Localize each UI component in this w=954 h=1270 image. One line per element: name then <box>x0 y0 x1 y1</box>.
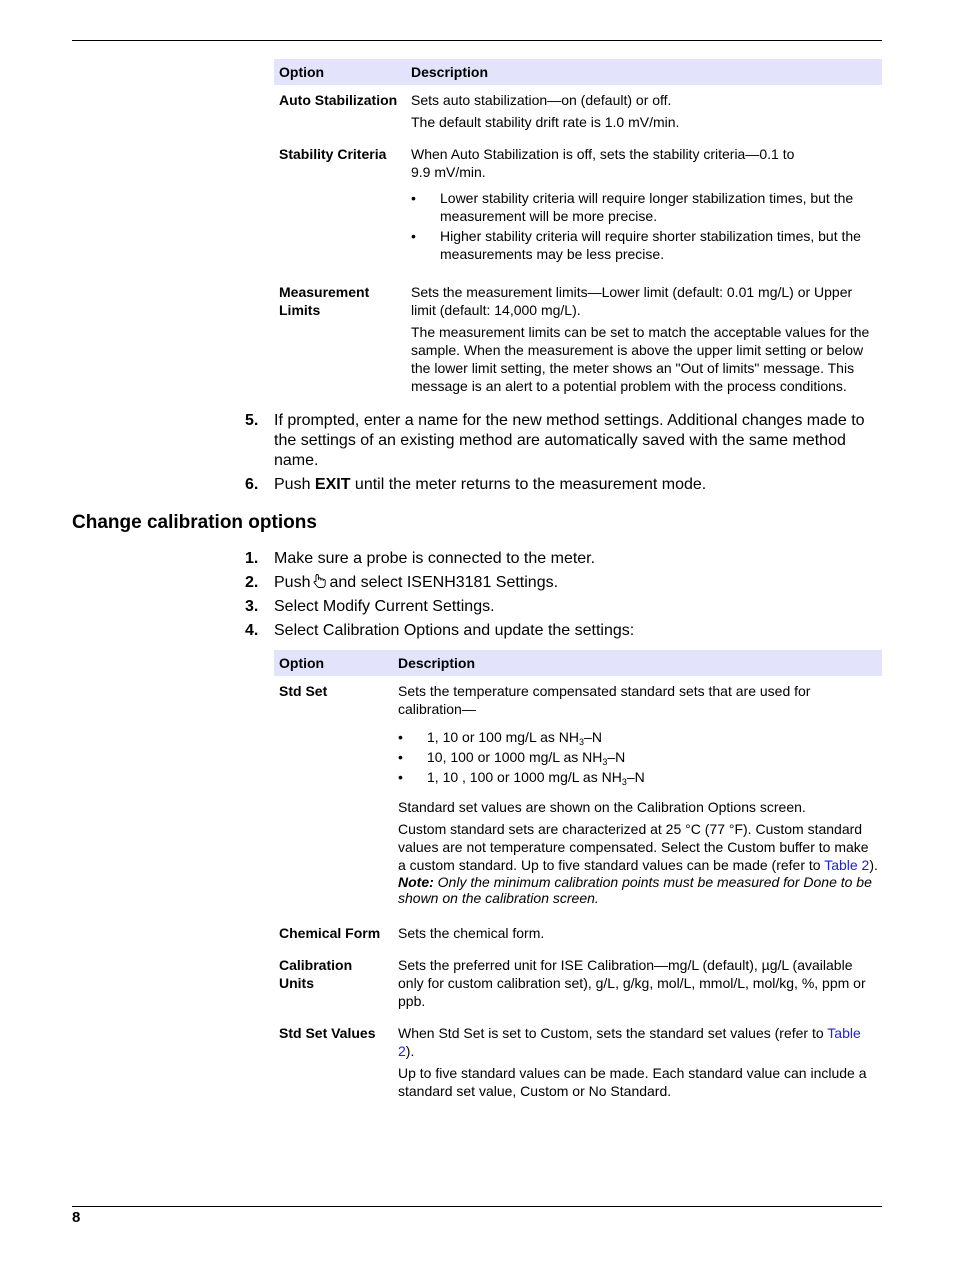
description-text: Standard set values are shown on the Calibration Options screen. <box>398 799 806 815</box>
step-text: Push EXIT until the meter returns to the measurement mode. <box>274 476 707 493</box>
step-text: Make sure a probe is connected to the meter. <box>274 550 596 567</box>
table-header <box>274 650 882 676</box>
step-number: 1. <box>245 550 259 567</box>
description-text: When Std Set is set to Custom, sets the standard set values (refer to Table 2). <box>398 1025 861 1059</box>
list-item <box>245 573 875 593</box>
option-name: Std Set Values <box>279 1025 376 1041</box>
table-row <box>274 139 882 277</box>
option-name: Stability Criteria <box>279 146 387 162</box>
exit-key-label: EXIT <box>314 476 351 493</box>
header-option: Option <box>279 655 325 671</box>
step-number: 3. <box>245 598 259 615</box>
option-description <box>398 676 882 918</box>
list-item <box>245 621 875 641</box>
procedure-steps <box>245 411 875 499</box>
list-item: • Higher stability criteria will require shorter stabilization times, but the measurements may be less precise. <box>411 228 861 262</box>
list-item: • 1, 10 or 100 mg/L as $NH_3-N$ <box>398 729 602 747</box>
table-row <box>274 85 882 139</box>
header-option: Option <box>279 64 325 80</box>
header-description: Description <box>411 64 489 80</box>
table-row <box>274 1018 882 1108</box>
description-text: Sets the preferred unit for ISE Calibration—mg/L (default), µg/L (available only for custom calibration set), g/L, g/kg, mol/L, mmol/L, mol/kg, %, ppm or ppb. <box>398 957 866 1009</box>
table-2-link[interactable]: Table 2 <box>398 1025 861 1059</box>
option-description <box>411 277 882 403</box>
list-item: • Lower stability criteria will require longer stabilization times, but the measurement will be more precise. <box>411 190 854 224</box>
option-name: Calibration Units <box>279 957 353 991</box>
table-row <box>274 676 882 918</box>
page-number: 8 <box>72 1209 81 1226</box>
description-text: When Auto Stabilization is off, sets the stability criteria—0.1 to 9.9 mV/min. <box>411 146 795 180</box>
hand-pointer-icon <box>313 573 327 589</box>
procedure-steps <box>245 549 875 645</box>
header-description: Description <box>398 655 476 671</box>
option-description <box>398 950 882 1018</box>
option-name: Chemical Form <box>279 925 381 941</box>
list-item: • 10, 100 or 1000 mg/L as $NH_3-N$ <box>398 749 626 767</box>
list-item <box>245 411 875 471</box>
option-name: Std Set <box>279 683 328 699</box>
bullet-list <box>411 189 878 263</box>
step-number: 2. <box>245 574 259 591</box>
option-description <box>398 918 882 950</box>
options-table <box>274 59 882 403</box>
table-row <box>274 950 882 1018</box>
step-text: Select Modify Current Settings. <box>274 598 495 615</box>
description-text: The default stability drift rate is 1.0 mV/min. <box>411 114 680 130</box>
bullet-list <box>398 728 878 786</box>
table-row <box>274 918 882 950</box>
footer-rule <box>72 1206 882 1207</box>
note-text: Note: Only the minimum calibration points must be measured for Done to be shown on the calibration screen. <box>398 874 872 906</box>
option-name: Auto Stabilization <box>279 92 398 108</box>
table-2-link[interactable]: Table 2 <box>824 857 870 873</box>
description-text: Sets auto stabilization—on (default) or off. <box>411 92 672 108</box>
description-text: The measurement limits can be set to match the acceptable values for the sample. When the measurement is above the upper limit setting or below the lower limit setting, the meter shows an "Out of limits" message. This message is an alert to a potential problem with the process conditions. <box>411 324 870 394</box>
step-text: Push and select ISENH3181 Settings. <box>274 574 559 591</box>
option-name: Measurement Limits <box>279 284 370 318</box>
step-text: Select Calibration Options and update the settings: <box>274 622 635 639</box>
step-number: 5. <box>245 412 259 429</box>
description-text: Custom standard sets are characterized at 25 °C (77 °F). Custom standard values are not temperature compensated. Select the Custom buffer to make a custom standard. Up to five standard values can be made (refer to Table 2). <box>398 821 878 873</box>
list-item <box>245 549 875 569</box>
description-text: Sets the chemical form. <box>398 925 545 941</box>
table-header <box>274 59 882 85</box>
description-text: Up to five standard values can be made. Each standard value can include a standard set value, Custom or No Standard. <box>398 1065 867 1099</box>
table-row <box>274 277 882 403</box>
option-description <box>398 1018 882 1108</box>
step-number: 4. <box>245 622 259 639</box>
step-number: 6. <box>245 476 259 493</box>
list-item: • 1, 10 , 100 or 1000 mg/L as $NH_3-N$ <box>398 769 645 787</box>
list-item <box>245 475 875 495</box>
header-rule <box>72 40 882 41</box>
section-title: Change calibration options <box>72 512 317 533</box>
description-text: Sets the measurement limits—Lower limit (default: 0.01 mg/L) or Upper limit (default: 14,000 mg/L). <box>411 284 853 318</box>
description-text: Sets the temperature compensated standard sets that are used for calibration— <box>398 683 811 717</box>
option-description <box>411 139 882 277</box>
step-text: If prompted, enter a name for the new method settings. Additional changes made to the settings of an existing method are automatically saved with the same method name. <box>274 412 865 469</box>
list-item <box>245 597 875 617</box>
option-description <box>411 85 882 139</box>
calibration-options-table <box>274 650 882 1108</box>
